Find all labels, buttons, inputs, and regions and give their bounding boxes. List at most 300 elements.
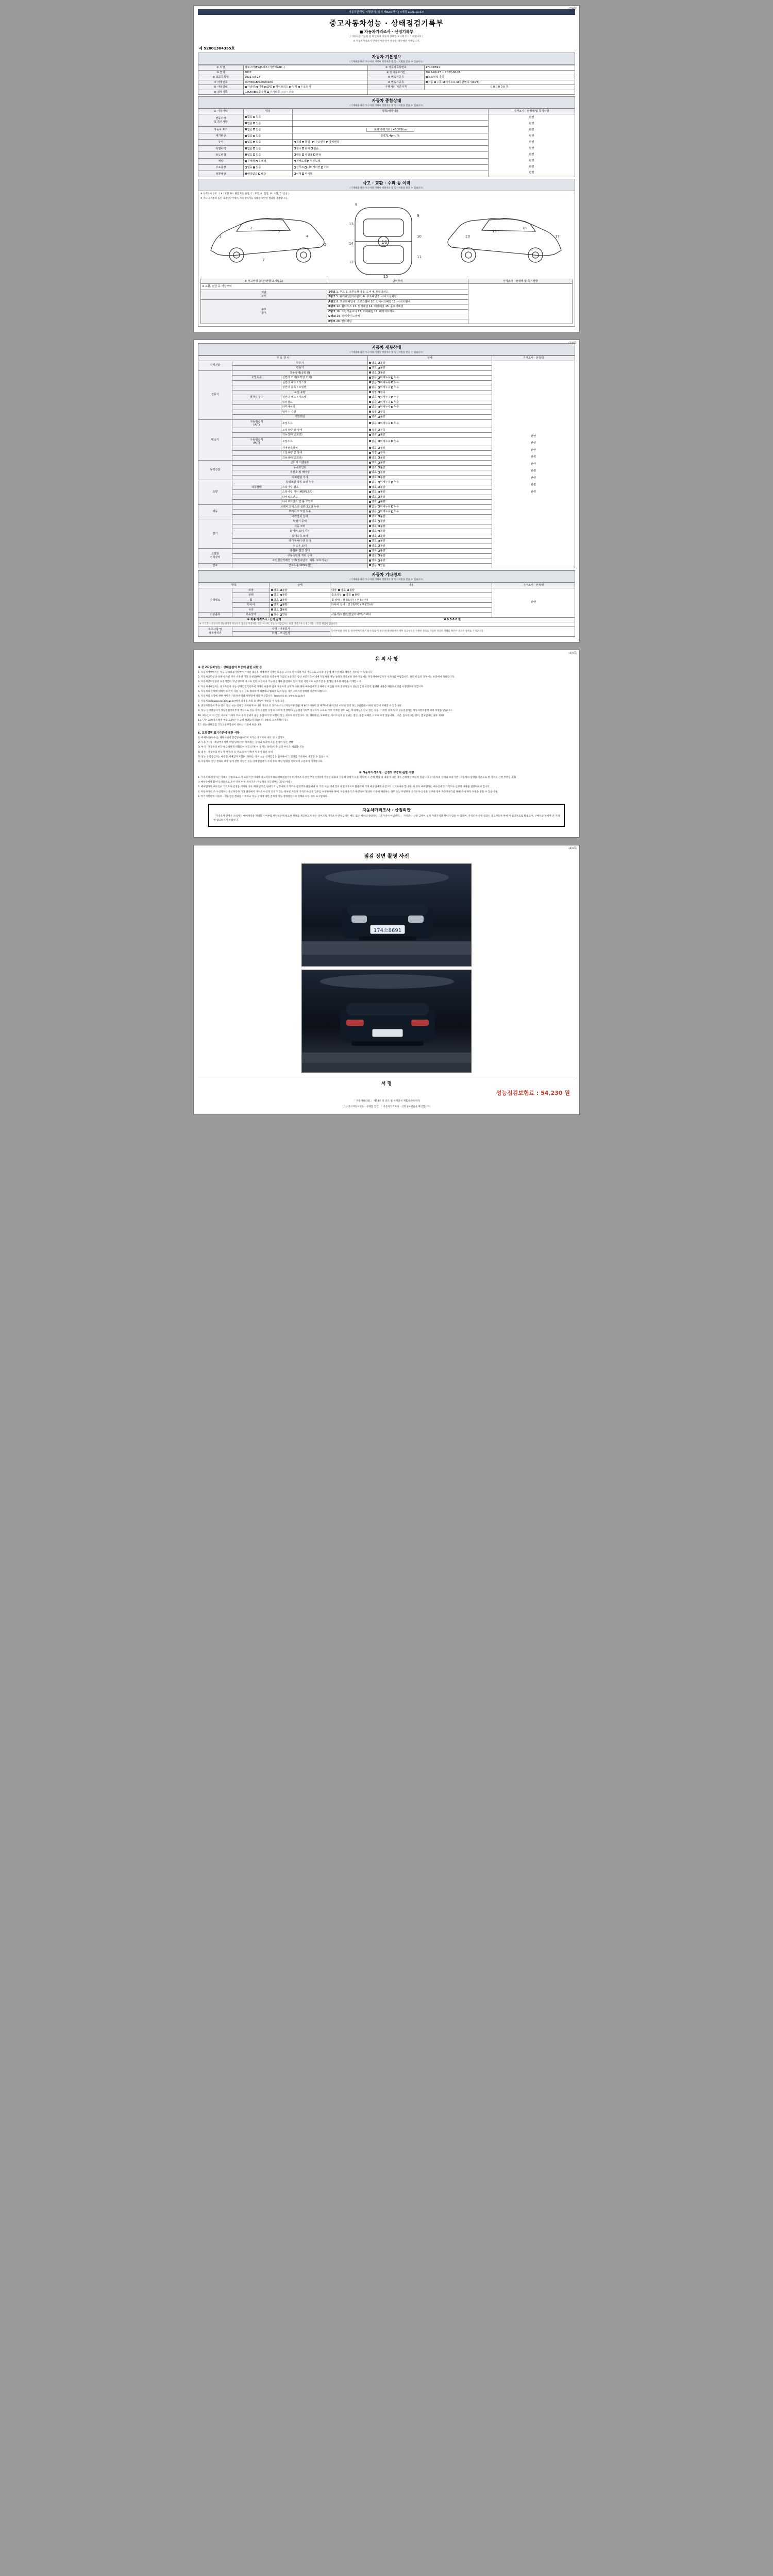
checkbox-icon[interactable] xyxy=(280,589,282,591)
checkbox-icon[interactable] xyxy=(253,128,255,130)
parts-title-cell: ※ 교환, 판금 등 이상부위 xyxy=(201,284,468,290)
checkbox-icon[interactable] xyxy=(378,396,380,398)
table-row xyxy=(198,622,575,626)
checkbox-icon[interactable] xyxy=(378,520,380,522)
checkbox-icon[interactable] xyxy=(338,589,340,591)
checkbox-icon[interactable] xyxy=(378,411,380,413)
checkbox-icon[interactable] xyxy=(378,481,380,483)
content-wheel: 휠 상태 : 전 (좌/우) / 후 (좌/우) xyxy=(330,598,492,603)
cell-opts: 없음 있음 xyxy=(243,139,292,145)
cell-opts: 없음 있음 xyxy=(243,114,292,120)
checkbox-icon[interactable] xyxy=(378,456,380,459)
checkbox-icon[interactable] xyxy=(378,496,380,498)
checkbox-icon[interactable] xyxy=(378,401,380,403)
checkbox-icon[interactable] xyxy=(369,545,371,547)
svg-text:12: 12 xyxy=(349,260,354,264)
checkbox-icon[interactable] xyxy=(457,81,459,83)
checkbox-icon[interactable] xyxy=(391,440,393,442)
footer-line-1: 「 자동차관리법 」 제58조 및 같은 법 시행규칙 제120조에 따라 xyxy=(352,1100,421,1103)
detail-group-0: 자기진단 xyxy=(198,361,232,370)
checkbox-icon[interactable] xyxy=(378,535,380,537)
checkbox-icon[interactable] xyxy=(294,173,296,175)
table-row xyxy=(198,75,575,80)
checkbox-icon[interactable] xyxy=(271,604,273,606)
checkbox-icon[interactable] xyxy=(307,160,309,162)
footer-line-2: [ 1 / 중고자동차성능 · 상태를 점검, 「 자동차가격조사 · 산정 ] 하였음을 확인합니다. xyxy=(342,1106,431,1109)
checkbox-icon[interactable] xyxy=(313,154,315,156)
label-year: ③ 연식 xyxy=(198,70,244,75)
notice-item: 5. 자동차의 손해에 대하여 의견이 다를 경우 상호 협의하여 해결하되 협의가 되지 않을 경우 소비자분쟁해결 기준에 따릅니다. xyxy=(198,690,328,693)
detail-item: 수동변속기 (M/T) xyxy=(232,437,281,446)
table-header-row xyxy=(198,583,575,588)
checkbox-icon[interactable] xyxy=(289,86,291,88)
checkbox-icon[interactable] xyxy=(426,81,428,83)
checkbox-icon[interactable] xyxy=(369,554,371,556)
label-vin: ⑦ 차대번호 xyxy=(198,80,244,85)
detail-state: 없음 있음 xyxy=(367,563,492,568)
checkbox-icon[interactable] xyxy=(369,560,371,562)
warning-box xyxy=(208,804,565,827)
checkbox-icon[interactable] xyxy=(378,564,380,566)
col-state: 상태 xyxy=(367,356,492,361)
checkbox-icon[interactable] xyxy=(378,462,380,464)
page-tag-4: (4/4쪽) xyxy=(568,847,577,851)
checkbox-icon[interactable] xyxy=(378,440,380,442)
content-interior: 내장 양호 불량 xyxy=(330,588,492,593)
col-accident-history: ※ 사고이력 (외판/판금 표시없음) xyxy=(201,279,327,284)
detail-item xyxy=(232,405,281,410)
checkbox-icon[interactable] xyxy=(378,476,380,478)
detail-state: 양호 불량 xyxy=(367,519,492,524)
notice-item: 4. 자동차매매업자는 중고자동차 성능·상태점검기록부에 기재한 내용과 실제 자동차의 상태가 다른 경우 매수인에게 손해배상 책임을 지며 중고자동차 성능점검의 보증의 범위와 내용은 자동차관리법 시행령으로 정합니다. xyxy=(198,685,424,688)
checkbox-icon[interactable] xyxy=(369,535,371,537)
checkbox-icon[interactable] xyxy=(294,141,296,143)
checkbox-icon[interactable] xyxy=(280,604,282,606)
rank-a xyxy=(327,299,468,304)
rank-c xyxy=(327,309,468,314)
checkbox-icon[interactable] xyxy=(280,614,282,616)
checkbox-icon[interactable] xyxy=(378,367,380,369)
checkbox-icon[interactable] xyxy=(369,362,371,364)
checkbox-icon[interactable] xyxy=(302,173,304,175)
checkbox-icon[interactable] xyxy=(352,594,354,596)
checkbox-icon[interactable] xyxy=(267,91,269,93)
detail-item: 라디에이터 팬 모터 xyxy=(232,539,367,544)
detail-state: 양호 불량 xyxy=(367,485,492,490)
checkbox-icon[interactable] xyxy=(245,160,247,162)
checkbox-icon[interactable] xyxy=(391,386,393,388)
checkbox-icon[interactable] xyxy=(443,81,445,83)
checkbox-icon[interactable] xyxy=(378,545,380,547)
notice-item: 5) 성능·상태점검자는 매수인(매매업자 포함)이 원하는 경우 성능·상태점검을 실시하여 그 결과를 기록하여 제공할 수 있습니다. xyxy=(198,756,329,759)
table-row xyxy=(198,65,575,71)
detail-item xyxy=(232,433,281,438)
label-plate: ② 자동차등록번호 xyxy=(367,65,424,71)
section-title-etc: 자동차 기타정보 xyxy=(372,572,401,578)
checkbox-icon[interactable] xyxy=(253,141,255,143)
label-mileage-price: 주행거리 기준가격 xyxy=(367,85,424,90)
checkbox-icon[interactable] xyxy=(258,173,260,175)
table-header-row xyxy=(198,109,575,114)
checkbox-icon[interactable] xyxy=(245,86,247,88)
checkbox-icon[interactable] xyxy=(369,371,371,374)
checkbox-icon[interactable] xyxy=(391,481,393,483)
checkbox-icon[interactable] xyxy=(378,371,380,374)
svg-text:18: 18 xyxy=(522,226,527,230)
section-band-overall xyxy=(198,96,575,109)
checkbox-icon[interactable] xyxy=(302,147,304,149)
checkbox-icon[interactable] xyxy=(369,440,371,442)
checkbox-icon[interactable] xyxy=(391,396,393,398)
checkbox-icon[interactable] xyxy=(378,501,380,503)
notice-item: 9. 성능·상태점검자가 성능점검기록부에 거짓으로 성능·상태 점검한 사항과 다르게 작성하여(성능점검기록부 작성자가 고의로 거짓 기재한 경우 또는 허위사실을 알고 있는 경우) 기재한 경우 당해 성능점검자는 자동차관리법에 따라 처벌을 받습니다. xyxy=(198,709,453,713)
checkbox-icon[interactable] xyxy=(369,381,371,383)
detail-state: 양호 불량 xyxy=(367,470,492,476)
checkbox-icon[interactable] xyxy=(311,147,313,149)
detail-group-1: 원동기 xyxy=(198,370,232,419)
checkbox-icon[interactable] xyxy=(254,91,256,93)
checkbox-icon[interactable] xyxy=(391,422,393,424)
rank-2 xyxy=(327,295,468,300)
checkbox-icon[interactable] xyxy=(378,486,380,488)
checkbox-icon[interactable] xyxy=(245,122,247,124)
rank-label: C랭크 xyxy=(328,310,335,313)
checkbox-icon[interactable] xyxy=(378,447,380,449)
checkbox-icon[interactable] xyxy=(369,367,371,369)
detail-state: 없음 미세누유 누유 xyxy=(367,380,492,385)
checkbox-icon[interactable] xyxy=(378,429,380,431)
checkbox-icon[interactable] xyxy=(378,525,380,527)
detail-subitem: 타이로드엔드 xyxy=(281,495,367,500)
detail-item: 윈도우 모터 xyxy=(232,544,367,549)
checkbox-icon[interactable] xyxy=(280,608,282,611)
checkbox-icon[interactable] xyxy=(378,505,380,507)
label-inspection-period: ④ 검사유효기간 xyxy=(367,70,424,75)
checkbox-icon[interactable] xyxy=(378,540,380,542)
detail-price-cell: 관련 관련 관련 관련 관련 관련 관련 관련 관련 xyxy=(492,361,575,568)
checkbox-icon[interactable] xyxy=(369,471,371,473)
section-note-etc: (기재내용 다르거나 허위 기재시 행정처분 및 형사처벌을 받을 수 있습니다) xyxy=(349,579,424,582)
checkbox-icon[interactable] xyxy=(305,166,307,168)
detail-group-5: 제동 xyxy=(198,504,232,519)
checkbox-icon[interactable] xyxy=(312,141,314,143)
checkbox-icon[interactable] xyxy=(391,381,393,383)
detail-item: 동력조향 작동 오일 누유 xyxy=(232,480,367,485)
checkbox-icon[interactable] xyxy=(378,530,380,532)
checkbox-icon[interactable] xyxy=(302,154,304,156)
col-price: 가격조사 · 산정액 xyxy=(492,356,575,361)
page-subtitle-text: 자동차가격조사 · 산정기록부 xyxy=(364,29,414,34)
rank-label: 2랭크 xyxy=(328,295,335,299)
checkbox-icon[interactable] xyxy=(256,86,258,88)
checkbox-icon[interactable] xyxy=(378,434,380,436)
svg-text:13: 13 xyxy=(349,222,354,226)
page-note-1: [ 자동차를 가능한 한 확인하여 자동차 상태를 표시해 주시기 바랍니다 ] xyxy=(349,36,424,38)
col-price-note: 가격조사 · 산정액 및 특기사항 xyxy=(488,109,575,114)
checkbox-icon[interactable] xyxy=(378,560,380,562)
checkbox-icon[interactable] xyxy=(245,135,247,137)
detail-state: 적정 부족 xyxy=(367,410,492,415)
checkbox-icon[interactable] xyxy=(294,147,296,149)
checkbox-icon[interactable] xyxy=(369,406,371,408)
checkbox-icon[interactable] xyxy=(378,377,380,379)
checkbox-icon[interactable] xyxy=(378,471,380,473)
item-tire: 타이어 xyxy=(232,603,270,608)
checkbox-icon[interactable] xyxy=(378,466,380,468)
rank-1 xyxy=(327,290,468,295)
detail-state: 양호 불량 xyxy=(367,544,492,549)
label-gear-type: ⑨ 변속기종류 xyxy=(367,80,424,85)
notice-section-2: 6. 보험정책 표기기준에 대한 사항 xyxy=(198,731,240,735)
cell-opts: 없음 있음 xyxy=(243,127,292,133)
group-basic-items: 기본품목 xyxy=(198,613,232,618)
notice-item: 1. 가격조사·산정자는 아래의 상황으로 표기 보증기간 이내에 중고자동차성능·상태점검기록부(기격조사·산정 부분 한정)에 기재된 내용과 자동차 상태가 다른 경우에 그 손해 책임 및 내용이 다른 경우 손해배상 책임이 있습니다. (자동차의 상태와 보증기간 : 자동차의 상태를 기준으로 한 가격의 산정 부분입니다) xyxy=(198,776,516,779)
checkbox-icon[interactable] xyxy=(391,377,393,379)
detail-item: 자동변속기 (A/T) xyxy=(232,419,281,428)
checkbox-icon[interactable] xyxy=(378,422,380,424)
notice-item: 10. 매수인이 한 건은 시고로 가해자 주요 골격 부위의 판금 용접수리 및 교환이 있는 경우로 한정합니다. 단, 쿼터패널, 루프패널, 사이드실패널 부위는 절단, 용접 교체한 시고로 보지 않습니다. (다만, 침수한다는 단어, 범위없다는 경우 제외) xyxy=(198,714,444,717)
section-band-detail xyxy=(198,343,575,355)
checkbox-icon[interactable] xyxy=(391,401,393,403)
checkbox-icon[interactable] xyxy=(294,160,296,162)
detail-state: 없음 미세누유 누유 xyxy=(367,385,492,391)
detail-item: 실내송풍 모터 xyxy=(232,534,367,539)
detail-state: 양호 불량 xyxy=(367,495,492,500)
checkbox-icon[interactable] xyxy=(369,452,371,454)
state-tire: 양호 불량 xyxy=(270,603,330,608)
detail-state: 양호 불량 xyxy=(367,455,492,461)
checkbox-icon[interactable] xyxy=(343,594,345,596)
checkbox-icon[interactable] xyxy=(245,166,247,168)
checkbox-icon[interactable] xyxy=(369,486,371,488)
checkbox-icon[interactable] xyxy=(369,429,371,431)
checkbox-icon[interactable] xyxy=(369,515,371,517)
checkbox-icon[interactable] xyxy=(369,377,371,379)
group-repair-needed: 수리필요 xyxy=(198,588,232,613)
svg-text:16: 16 xyxy=(381,240,388,245)
checkbox-icon[interactable] xyxy=(253,116,255,118)
checkbox-marker-icon: ■ xyxy=(359,30,363,34)
checkbox-icon[interactable] xyxy=(369,564,371,566)
state-wheel: 양호 불량 xyxy=(270,598,330,603)
table-row xyxy=(198,588,575,593)
checkbox-icon[interactable] xyxy=(426,76,428,78)
detail-item: 구동축전지 격리 상태 xyxy=(232,553,367,558)
svg-text:4: 4 xyxy=(306,234,309,239)
svg-text:7: 7 xyxy=(262,258,265,262)
checkbox-icon[interactable] xyxy=(302,141,304,143)
checkbox-icon[interactable] xyxy=(378,386,380,388)
cell-special: 침수 화재 전손 xyxy=(292,146,488,152)
checkbox-icon[interactable] xyxy=(273,86,275,88)
detail-state: 양호 불량 xyxy=(367,490,492,495)
checkbox-icon[interactable] xyxy=(369,386,371,388)
checkbox-icon[interactable] xyxy=(271,608,273,611)
document-number: 제 52001304355호 xyxy=(199,46,235,51)
checkbox-icon[interactable] xyxy=(369,540,371,542)
state-glass: 양호 불량 xyxy=(270,607,330,613)
section-title-basic: 자동차 기본정보 xyxy=(372,55,401,60)
detail-item xyxy=(232,400,281,405)
svg-text:5: 5 xyxy=(324,242,327,247)
checkbox-icon[interactable] xyxy=(391,511,393,513)
checkbox-icon[interactable] xyxy=(253,147,255,149)
checkbox-icon[interactable] xyxy=(369,434,371,436)
rank-label: A랭크 xyxy=(328,300,336,303)
detail-item xyxy=(232,385,281,391)
checkbox-icon[interactable] xyxy=(369,525,371,527)
detail-subitem: 오일누유 xyxy=(281,437,367,446)
checkbox-icon[interactable] xyxy=(245,147,247,149)
detail-item: 연료누출(LPG포함) xyxy=(232,563,367,568)
checkbox-icon[interactable] xyxy=(245,116,247,118)
rank-text: 1. 후드 2. 프론트휀더 3. 도어 4. 트렁크리드 xyxy=(336,290,389,294)
checkbox-icon[interactable] xyxy=(369,491,371,493)
checkbox-icon[interactable] xyxy=(369,462,371,464)
checkbox-icon[interactable] xyxy=(369,481,371,483)
checkbox-icon[interactable] xyxy=(256,160,258,162)
checkbox-icon[interactable] xyxy=(369,530,371,532)
detail-state: 양호 불량 xyxy=(367,514,492,519)
section-note-accident: (기재내용 다르거나 허위 기재시 행정처분 및 형사처벌을 받을 수 있습니다) xyxy=(349,187,424,190)
section-note-overall: (기재내용 다르거나 허위 기재시 행정처분 및 형사처벌을 받을 수 있습니다) xyxy=(349,105,424,108)
checkbox-icon[interactable] xyxy=(369,422,371,424)
table-row xyxy=(198,80,575,85)
table-row xyxy=(198,617,575,622)
row-label-special: 특별이력 xyxy=(198,146,244,152)
checkbox-icon[interactable] xyxy=(378,491,380,493)
section-note-basic: (기재내용 다르거나 허위 기재시 행정처분 및 형사처벌을 받을 수 있습니다) xyxy=(349,61,424,64)
svg-text:10: 10 xyxy=(417,234,422,239)
group-frame: 주요 골격 xyxy=(201,299,327,324)
checkbox-icon[interactable] xyxy=(294,166,296,168)
checkbox-icon[interactable] xyxy=(378,452,380,454)
detail-subitem: 냉각수 수량 xyxy=(281,410,367,415)
detail-subitem: 작동상태(공회전) xyxy=(281,433,367,438)
page-title: 중고자동차성능 · 상태점검기록부 xyxy=(329,20,444,28)
etc-info-table xyxy=(198,583,575,636)
checkbox-icon[interactable] xyxy=(369,496,371,498)
checkbox-icon[interactable] xyxy=(369,511,371,513)
col-items: 항목/해당내용 xyxy=(292,109,488,114)
checkbox-icon[interactable] xyxy=(253,154,255,156)
checkbox-icon[interactable] xyxy=(369,416,371,418)
checkbox-icon[interactable] xyxy=(321,166,323,168)
cell-opts: 없음 있음 xyxy=(243,146,292,152)
checkbox-icon[interactable] xyxy=(369,411,371,413)
checkbox-icon[interactable] xyxy=(253,166,255,168)
checkbox-icon[interactable] xyxy=(298,86,300,88)
detail-item: 고전원전기배선 상태(접속단자, 피복, 보호기구) xyxy=(232,558,367,564)
checkbox-icon[interactable] xyxy=(369,466,371,468)
checkbox-icon[interactable] xyxy=(271,599,273,601)
checkbox-icon[interactable] xyxy=(271,594,273,596)
checkbox-icon[interactable] xyxy=(369,456,371,459)
photo-section-title: 점검 장면 촬영 사진 xyxy=(364,854,409,860)
checkbox-icon[interactable] xyxy=(369,520,371,522)
diagram-legend-1: ※ 상태표시 부호 : ( X : 교환, W : 판금 또는 용접, C : 부식, A : 흠집, U : 요철, T : 손상 ) xyxy=(200,193,289,196)
checkbox-icon[interactable] xyxy=(245,173,247,175)
page-tag-3: (3/4쪽) xyxy=(568,651,577,655)
checkbox-icon[interactable] xyxy=(253,122,255,124)
item-polish: 광택 xyxy=(232,593,270,598)
checkbox-icon[interactable] xyxy=(271,614,273,616)
checkbox-icon[interactable] xyxy=(378,416,380,418)
detail-item: 등속죠인트 xyxy=(232,465,367,470)
rank-label: D랭크 xyxy=(328,315,336,318)
checkbox-icon[interactable] xyxy=(378,406,380,408)
checkbox-icon[interactable] xyxy=(294,154,296,156)
detail-state: 양호 불량 xyxy=(367,539,492,544)
content-tire: 타이어 상태 : 전 (좌/우) / 후 (좌/우) xyxy=(330,603,492,608)
svg-text:11: 11 xyxy=(417,255,422,259)
label-transmission: ⑥ 변속기종류 xyxy=(367,75,424,80)
checkbox-icon[interactable] xyxy=(280,594,282,596)
checkbox-icon[interactable] xyxy=(271,589,273,591)
checkbox-icon[interactable] xyxy=(347,589,349,591)
overall-state-table xyxy=(198,109,575,177)
row-label-usechange: 용도변경 xyxy=(198,152,244,158)
checkbox-icon[interactable] xyxy=(391,406,393,408)
detail-state: 양호 불량 xyxy=(367,433,492,438)
checkbox-icon[interactable] xyxy=(378,554,380,556)
checkbox-icon[interactable] xyxy=(378,391,380,393)
photo-rear xyxy=(301,970,472,1073)
cell-detail xyxy=(292,114,488,120)
checkbox-icon[interactable] xyxy=(245,141,247,143)
checkbox-icon[interactable] xyxy=(378,511,380,513)
checkbox-icon[interactable] xyxy=(253,135,255,137)
cell-color: 전체도색 부분도색 xyxy=(292,158,488,164)
checkbox-icon[interactable] xyxy=(369,501,371,503)
checkbox-icon[interactable] xyxy=(369,505,371,507)
detail-state: 없음 미세누수 누수 xyxy=(367,405,492,410)
svg-text:14: 14 xyxy=(349,241,354,246)
checkbox-icon[interactable] xyxy=(434,81,436,83)
item-glass: 유리 xyxy=(232,607,270,613)
detail-item: 원동기 xyxy=(232,361,367,366)
table-row xyxy=(198,85,575,90)
notice-item: 6. 자동차의 소멸에 관한 사항은 자동차관리법 시행령에 따라 보상합니다. (www.co.kr, www.co.jp.kr) xyxy=(198,695,305,698)
checkbox-icon[interactable] xyxy=(280,599,282,601)
checkbox-icon[interactable] xyxy=(378,381,380,383)
item-exterior: 외장 xyxy=(232,588,270,593)
rank-text: 5. 쿼터패널(리어펜더) 6. 루프패널 7. 사이드실패널 xyxy=(336,295,397,299)
detail-subitem: 실린더 커버(로커암 커버) xyxy=(281,376,367,381)
cell-meter xyxy=(292,133,488,139)
checkbox-icon[interactable] xyxy=(369,396,371,398)
checkbox-icon[interactable] xyxy=(369,391,371,393)
checkbox-icon[interactable] xyxy=(369,401,371,403)
col-etc-item: 항목 xyxy=(198,583,270,588)
checkbox-icon[interactable] xyxy=(378,550,380,552)
checkbox-icon[interactable] xyxy=(391,505,393,507)
detail-item xyxy=(232,380,281,385)
checkbox-icon[interactable] xyxy=(378,362,380,364)
checkbox-icon[interactable] xyxy=(245,128,247,130)
car-diagram-svg xyxy=(200,201,572,279)
checkbox-icon[interactable] xyxy=(369,447,371,449)
checkbox-icon[interactable] xyxy=(369,550,371,552)
detail-item xyxy=(232,428,281,433)
detail-state: 양호 불량 xyxy=(367,366,492,371)
checkbox-icon[interactable] xyxy=(264,86,266,88)
checkbox-icon[interactable] xyxy=(245,154,247,156)
checkbox-icon[interactable] xyxy=(326,141,328,143)
checkbox-icon[interactable] xyxy=(369,476,371,478)
cell-tuning: 적법 불법 구조변경 장치변경 xyxy=(292,139,488,145)
checkbox-icon[interactable] xyxy=(378,515,380,517)
